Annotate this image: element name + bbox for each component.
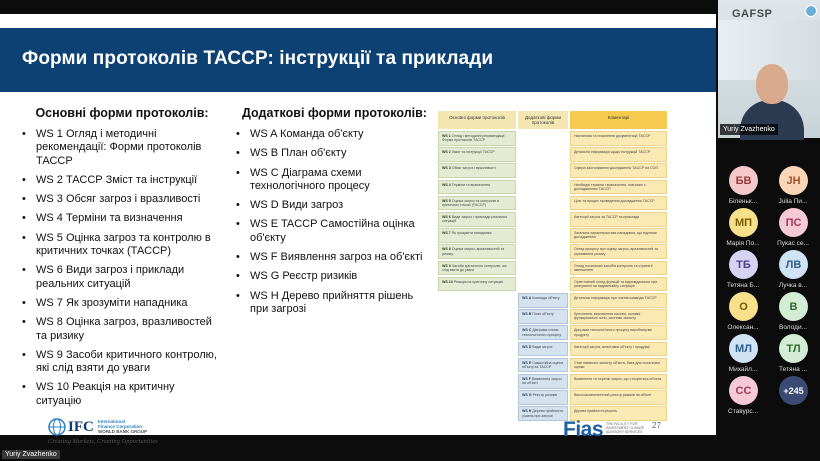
table-cell-text: Огляд і методичні рекомендації: Форми протоколів ТАССР <box>442 134 506 143</box>
slide-title: Форми протоколів ТАССР: інструкції та приклади <box>22 48 494 69</box>
participant-name: Тетяна ... <box>779 366 807 373</box>
table-cell-code: WS 10 <box>442 279 453 284</box>
table-cell-comment: Огляд процесу про оцінку загроз, вразливостей та оцінювання ризику <box>570 244 667 259</box>
participant-avatar: ПС <box>779 208 808 237</box>
table-cell-code: WS 4 <box>442 182 451 187</box>
table-cell-text: План об'єкту <box>532 312 554 317</box>
participant-avatar: ТЛ <box>779 334 808 363</box>
participant-name: Михайл... <box>728 366 758 373</box>
table-cell-text: Реакція на критичну ситуацію <box>453 279 504 284</box>
table-cell-comment: Детальна інформація щодо інструкцій ТАССР <box>570 147 667 162</box>
participant-avatar: МП <box>729 208 758 237</box>
protocol-list-item: • WS 6 Види загроз і приклади реальних ситуацій <box>22 264 222 291</box>
table-cell-code: WS 9 <box>442 263 451 268</box>
table-cell-comment: Ціль та процес проведення дослідження ТАССР <box>570 196 667 211</box>
globe-icon <box>48 418 66 436</box>
table-header-additional: Додаткові форми протоколів <box>518 111 568 129</box>
table-cell-code: WS E <box>522 360 532 365</box>
protocol-list-item: • WS 5 Оцінка загроз та контролю в критичних точках (ТАССР) <box>22 232 222 259</box>
main-forms-column <box>22 106 222 414</box>
main-forms-title: Основні форми протоколів: <box>35 106 209 120</box>
gafsp-banner: GAFSP <box>732 8 773 20</box>
table-row-main <box>438 277 516 292</box>
table-row-additional <box>518 358 568 373</box>
more-participants-button[interactable]: +245 <box>779 376 808 405</box>
protocol-list-item: • WS 3 Обсяг загроз і вразливості <box>22 193 222 206</box>
shared-slide <box>0 14 716 445</box>
ifc-org-line2: Finance Corporation <box>98 423 143 429</box>
participant-tile[interactable] <box>768 368 818 428</box>
protocol-list-item: • WS 9 Засоби критичного контролю, які слід взяти до уваги <box>22 349 222 376</box>
table-cell-text: Зміст та інструкції ТАССР <box>451 150 495 155</box>
protocol-list-item: • WS 8 Оцінка загроз, вразливостей та ризику <box>22 316 222 343</box>
table-cell-comment: Настанови та пояснення документації ТАССР <box>570 131 667 146</box>
table-cell-comment: Необхідні терміни і визначення, пов'язані з дослідженням ТАССР <box>570 180 667 195</box>
participant-name: Ставурс... <box>728 408 758 415</box>
participant-avatar: МЛ <box>729 334 758 363</box>
table-cell-comment: Орієнтовний огляд функцій та відповідальних при реагуванні на надзвичайну ситуацію <box>570 277 667 292</box>
table-cell-text: Команда об'єкту <box>532 296 560 300</box>
table-row-main <box>438 163 516 178</box>
table-cell-text: Реєстр ризиків <box>532 393 558 398</box>
table-cell-comment: Висококомпонентний реєстр ризиків на об'єкті <box>570 390 667 405</box>
fias-logo: Fias <box>563 418 604 441</box>
table-row-main <box>438 244 516 259</box>
table-row-main <box>438 212 516 227</box>
table-cell-comment: Загальна характеристика нападника, що підлягає дослідженню <box>570 228 667 243</box>
participant-avatar: ЛВ <box>779 250 808 279</box>
table-row-main <box>438 180 516 195</box>
table-cell-comment: Креслення, визначення систем, основні функціональні зони, системи захисту <box>570 309 667 324</box>
table-row-additional <box>518 325 568 340</box>
participant-avatar: В <box>779 292 808 321</box>
table-cell-comment: Категорії загроз за ТАССР та приклади <box>570 212 667 227</box>
table-header-main: Основні форми протоколів <box>438 111 516 129</box>
table-cell-code: WS D <box>522 344 532 349</box>
table-cell-text: Виявлення загроз на об'єкті <box>522 377 562 386</box>
participant-avatar: О <box>729 292 758 321</box>
protocol-list-item: • WS 4 Терміни та визначення <box>22 212 222 225</box>
protocol-list-item: • WS C Діаграма схеми технологічного процесу <box>236 167 431 194</box>
fias-subtitle: THE FACILITY FOR INVESTMENT CLIMATE ADVISORY SERVICES <box>606 422 645 434</box>
speaker-name-label: Yuriy Zvazhenko <box>720 124 778 135</box>
ifc-org-line1: International <box>98 419 126 424</box>
table-row-additional <box>518 309 568 324</box>
table-cell-text: Види загроз <box>532 344 553 349</box>
participant-avatar: БВ <box>729 166 758 195</box>
ifc-tagline: Creating Markets, Creating Opportunities <box>48 438 158 445</box>
table-row-additional <box>518 374 568 389</box>
table-cell-comment: Діаграма технологічного процесу виробництва продукту <box>570 325 667 340</box>
table-cell-comment: Стан наявного захисту об'єкта, база для початкової оцінки <box>570 358 667 373</box>
slide-header <box>0 28 716 92</box>
app-logo-icon <box>805 5 817 17</box>
participant-name: Тетяна Б... <box>726 282 760 289</box>
protocol-list-item: • WS 7 Як зрозуміти нападника <box>22 297 222 310</box>
speaker-video[interactable] <box>718 0 820 138</box>
table-cell-comment: Сфера застосування дослідження ТАССР на СОП <box>570 163 667 178</box>
participant-tile[interactable] <box>718 368 768 428</box>
slide-page-number: 27 <box>652 421 661 430</box>
table-cell-comment: Категорії загроз, властивих об'єкту / продукції <box>570 342 667 357</box>
table-cell-text: Засоби критичного контролю, які слід взяти до уваги <box>442 263 507 272</box>
table-cell-code: WS 6 <box>442 215 451 219</box>
table-cell-code: WS A <box>522 296 532 300</box>
table-row-additional <box>518 390 568 405</box>
speaker-head <box>756 64 788 104</box>
table-cell-code: WS 5 <box>442 198 451 203</box>
table-cell-text: Оцінка загроз та контролю в критичних точках (ТАССР) <box>442 198 500 207</box>
table-cell-code: WS F <box>522 377 531 381</box>
additional-forms-title: Додаткові форми протоколів: <box>242 106 427 120</box>
protocol-list-item: • WS B План об'єкту <box>236 147 431 160</box>
table-row-additional <box>518 342 568 357</box>
participant-name: Пукас се... <box>777 240 809 247</box>
ifc-wordmark: IFC <box>68 419 94 435</box>
protocol-forms-table <box>438 111 667 418</box>
participant-avatar: ТБ <box>729 250 758 279</box>
table-cell-code: WS C <box>522 328 532 333</box>
active-speaker-label: Yuriy Zvazhenko <box>2 450 60 459</box>
protocol-list-item: • WS 1 Огляд і методичні рекомендації: Форми протоколів ТАССР <box>22 128 222 168</box>
table-cell-code: WS 2 <box>442 150 451 155</box>
table-cell-text: Як зрозуміти нападника <box>451 231 492 236</box>
table-cell-comment: Дерево прийняття рішень <box>570 406 667 421</box>
table-cell-code: WS 7 <box>442 231 451 236</box>
table-cell-comment: Огляд посильних засобів контролю та стратегії зменшення <box>570 261 667 276</box>
participant-name: Лучка в... <box>778 282 808 289</box>
table-cell-text: Терміни та визначення <box>451 182 490 187</box>
table-cell-code: WS H <box>522 409 532 414</box>
table-cell-text: Обсяг загроз і вразливості <box>451 166 496 171</box>
additional-forms-list <box>236 128 431 316</box>
participant-avatar: СС <box>729 376 758 405</box>
table-cell-code: WS G <box>522 393 532 398</box>
table-cell-text: Діаграма схеми технологічного процесу <box>522 328 562 337</box>
participant-name: Олексан... <box>727 324 759 331</box>
table-row-main <box>438 196 516 211</box>
table-cell-code: WS 8 <box>442 247 451 252</box>
protocol-list-item: • WS E TACCP Самостійна оцінка об'єкту <box>236 218 431 245</box>
table-row-additional <box>518 293 568 308</box>
protocol-list-item: • WS D Види загроз <box>236 199 431 212</box>
protocol-list-item: • WS A Команда об'єкту <box>236 128 431 141</box>
table-cell-comment: Виявлення та перелік загроз, що стосуються об'єкта <box>570 374 667 389</box>
protocol-list-item: • WS 2 ТАССР Зміст та інструкції <box>22 174 222 187</box>
additional-forms-column <box>236 106 431 322</box>
table-row-main <box>438 147 516 162</box>
table-cell-code: WS 1 <box>442 134 451 138</box>
table-cell-text: Оцінка загроз, вразливостей та ризику <box>442 247 505 256</box>
table-cell-text: Види загроз і приклади реальних ситуацій <box>442 215 508 224</box>
participant-name: Марія По... <box>726 240 760 247</box>
protocol-list-item: • WS 10 Реакція на критичну ситуацію <box>22 381 222 408</box>
table-cell-comment: Детальна інформація про членів команди ТАССР <box>570 293 667 308</box>
table-cell-text: Дерево прийняття рішень при загрозі <box>522 409 563 418</box>
participant-name: Володи... <box>779 324 807 331</box>
protocol-list-item: • WS F Виявлення загроз на об'єкті <box>236 251 431 264</box>
participant-name: Julia Пи... <box>778 198 808 205</box>
table-cell-code: WS 3 <box>442 166 451 171</box>
participant-avatar: ЈН <box>779 166 808 195</box>
protocol-list-item: • WS H Дерево прийняття рішень при загрозі <box>236 290 431 317</box>
table-row-main <box>438 131 516 146</box>
table-header-comments: Коментарі <box>570 111 667 129</box>
main-forms-list <box>22 128 222 408</box>
table-row-main <box>438 261 516 276</box>
table-cell-code: WS B <box>522 312 532 317</box>
table-row-main <box>438 228 516 243</box>
participant-name: Біленьк... <box>728 198 758 205</box>
ifc-org-name <box>98 420 147 434</box>
table-row-additional <box>518 406 568 421</box>
table-cell-text: Самостійна оцінка об'єкту за ТАССР <box>522 360 564 369</box>
protocol-list-item: • WS G Реєстр ризиків <box>236 270 431 283</box>
ifc-org-line3: WORLD BANK GROUP <box>98 428 147 434</box>
